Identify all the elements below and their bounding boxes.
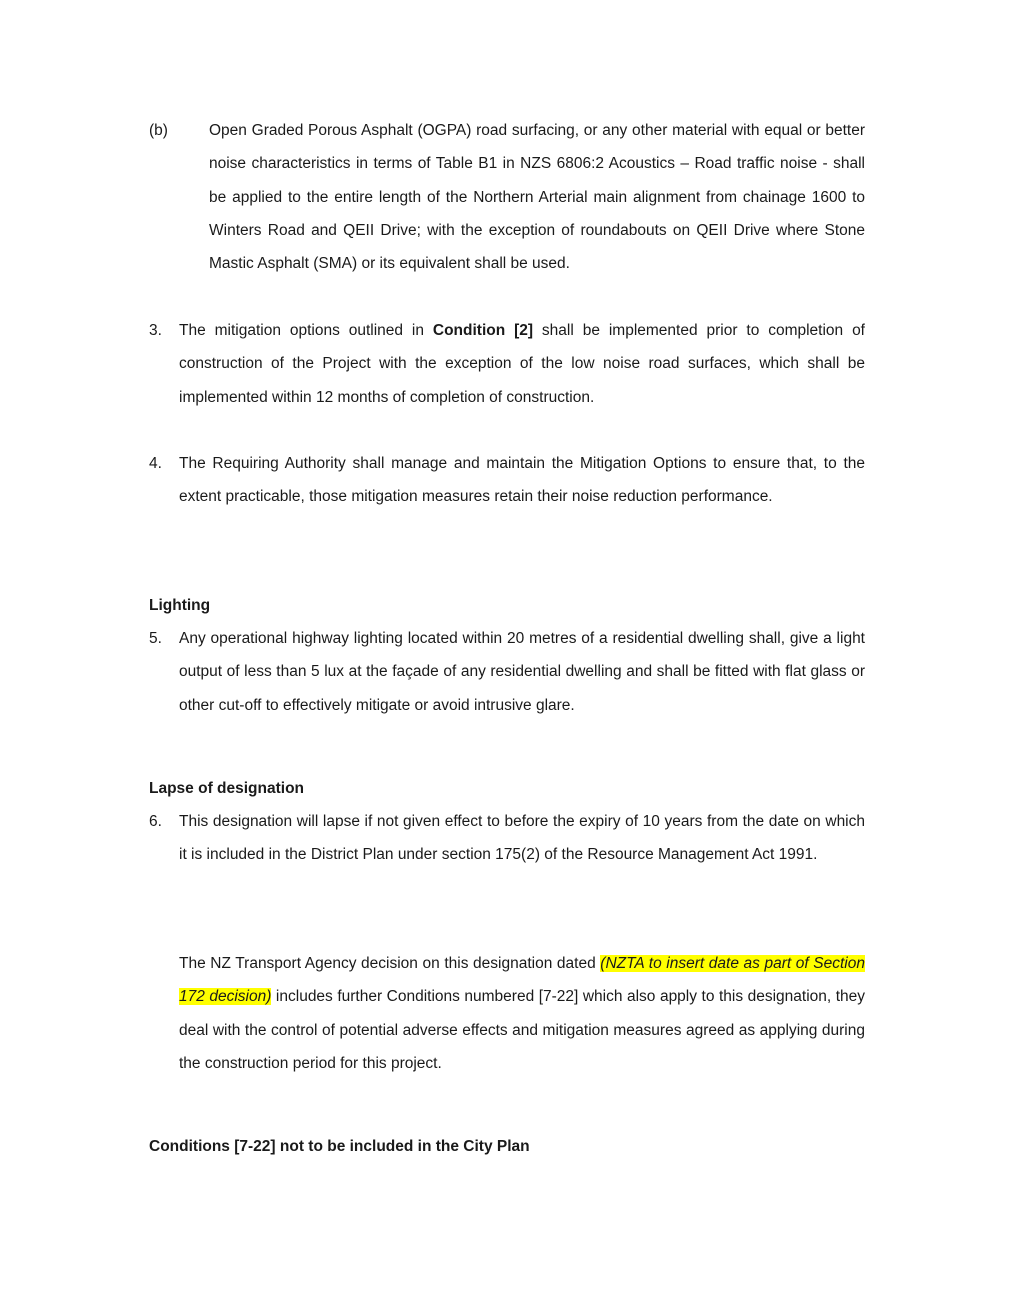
highlighted-placeholder: (NZTA to insert date as part of Section 172 decision) xyxy=(179,955,865,1006)
section-heading-lapse: Lapse of designation xyxy=(149,780,305,797)
item-text-end: shall be implemented prior to completion of construction of the Project with the exception of the low noise road surfaces, which shall be implemented within 12 months of completion of construction. xyxy=(179,322,865,406)
item-number: 3. xyxy=(149,322,162,339)
item-text: Any operational highway lighting located within 20 metres of a residential dwelling shall, give a light output of less than 5 lux at the façade of any residential dwelling and shall be fitted with flat glass or other cut-off to effectively mitigate or avoid intrusive glare. xyxy=(179,630,865,714)
section-heading-lighting: Lighting xyxy=(149,597,211,614)
item-text: The Requiring Authority shall manage and maintain the Mitigation Options to ensure that, to the extent practicable, those mitigation measures retain their noise reduction performance. xyxy=(179,455,865,506)
item-label: (b) xyxy=(149,122,168,139)
item-text xyxy=(179,314,865,414)
condition-item-b xyxy=(149,114,865,280)
nzta-decision-paragraph xyxy=(179,947,865,1080)
condition-reference: Condition [2] xyxy=(432,322,534,339)
item-text-start: The mitigation options outlined in xyxy=(179,322,433,339)
item-text: This designation will lapse if not given effect to before the expiry of 10 years from the date on which it is included in the District Plan under section 175(2) of the Resource Management Act 1991. xyxy=(179,813,865,864)
paragraph-text-start: The NZ Transport Agency decision on this designation dated xyxy=(179,955,601,972)
condition-item-3 xyxy=(149,314,865,414)
paragraph-text-end: includes further Conditions numbered [7-22] which also apply to this designation, they deal with the control of potential adverse effects and mitigation measures agreed as applying during the construction period for this project. xyxy=(179,988,865,1072)
condition-item-6 xyxy=(149,805,865,872)
condition-item-5 xyxy=(149,622,865,722)
item-number: 6. xyxy=(149,813,162,830)
item-number: 5. xyxy=(149,630,162,647)
item-text: Open Graded Porous Asphalt (OGPA) road surfacing, or any other material with equal or better noise characteristics in terms of Table B1 in NZS 6806:2 Acoustics – Road traffic noise - shall be applied to the entire length of the Northern Arterial main alignment from chainage 1600 to Winters Road and QEII Drive; with the exception of roundabouts on QEII Drive where Stone Mastic Asphalt (SMA) or its equivalent shall be used. xyxy=(209,122,865,273)
item-number: 4. xyxy=(149,455,162,472)
section-heading-conditions: Conditions [7-22] not to be included in the City Plan xyxy=(149,1138,530,1155)
condition-item-4 xyxy=(149,447,865,514)
